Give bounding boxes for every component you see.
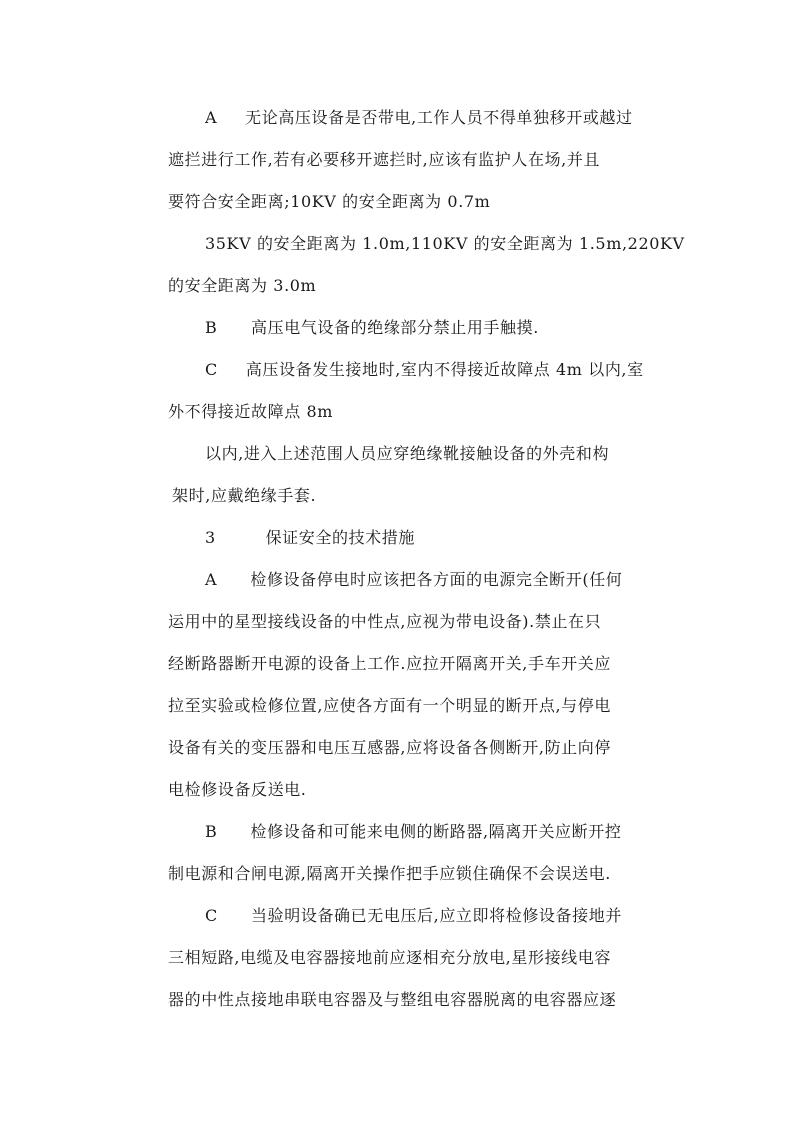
text-line: B 检修设备和可能来电侧的断路器,隔离开关应断开控 [205,822,622,841]
text-line: 器的中性点接地串联电容器及与整组电容器脱离的电容器应逐 [168,990,617,1009]
text-line: 的安全距离为 3.0m [168,276,317,295]
section-heading: 3 保证安全的技术措施 [205,528,415,547]
text-line: A 检修设备停电时应该把各方面的电源完全断开(任何 [205,570,623,589]
text-line: 以内,进入上述范围人员应穿绝缘靴接触设备的外壳和构 [205,444,610,463]
text-line: 电检修设备反送电. [168,780,307,799]
text-line: 要符合安全距离;10KV 的安全距离为 0.7m [168,192,491,211]
text-line: 35KV 的安全距离为 1.0m,110KV 的安全距离为 1.5m,220KV [205,234,685,253]
text-line: 遮拦进行工作,若有必要移开遮拦时,应该有监护人在场,并且 [168,150,601,169]
text-line: C 当验明设备确已无电压后,应立即将检修设备接地并 [205,906,622,925]
text-line: C 高压设备发生接地时,室内不得接近故障点 4m 以内,室 [205,360,644,379]
text-line: 运用中的星型接线设备的中性点,应视为带电设备).禁止在只 [168,612,602,631]
text-line: 拉至实验或检修位置,应使各方面有一个明显的断开点,与停电 [168,696,611,715]
text-line: 制电源和合闸电源,隔离开关操作把手应锁住确保不会误送电. [168,864,611,883]
text-line: 三相短路,电缆及电容器接地前应逐相充分放电,星形接线电容 [168,948,611,967]
text-line: 架时,应戴绝缘手套. [172,486,317,505]
text-line: B 高压电气设备的绝缘部分禁止用手触摸. [205,318,539,337]
text-line: 设备有关的变压器和电压互感器,应将设备各侧断开,防止向停 [168,738,611,757]
text-line: A 无论高压设备是否带电,工作人员不得单独移开或越过 [205,108,633,127]
text-line: 外不得接近故障点 8m [168,402,334,421]
text-line: 经断路器断开电源的设备上工作.应拉开隔离开关,手车开关应 [168,654,611,673]
